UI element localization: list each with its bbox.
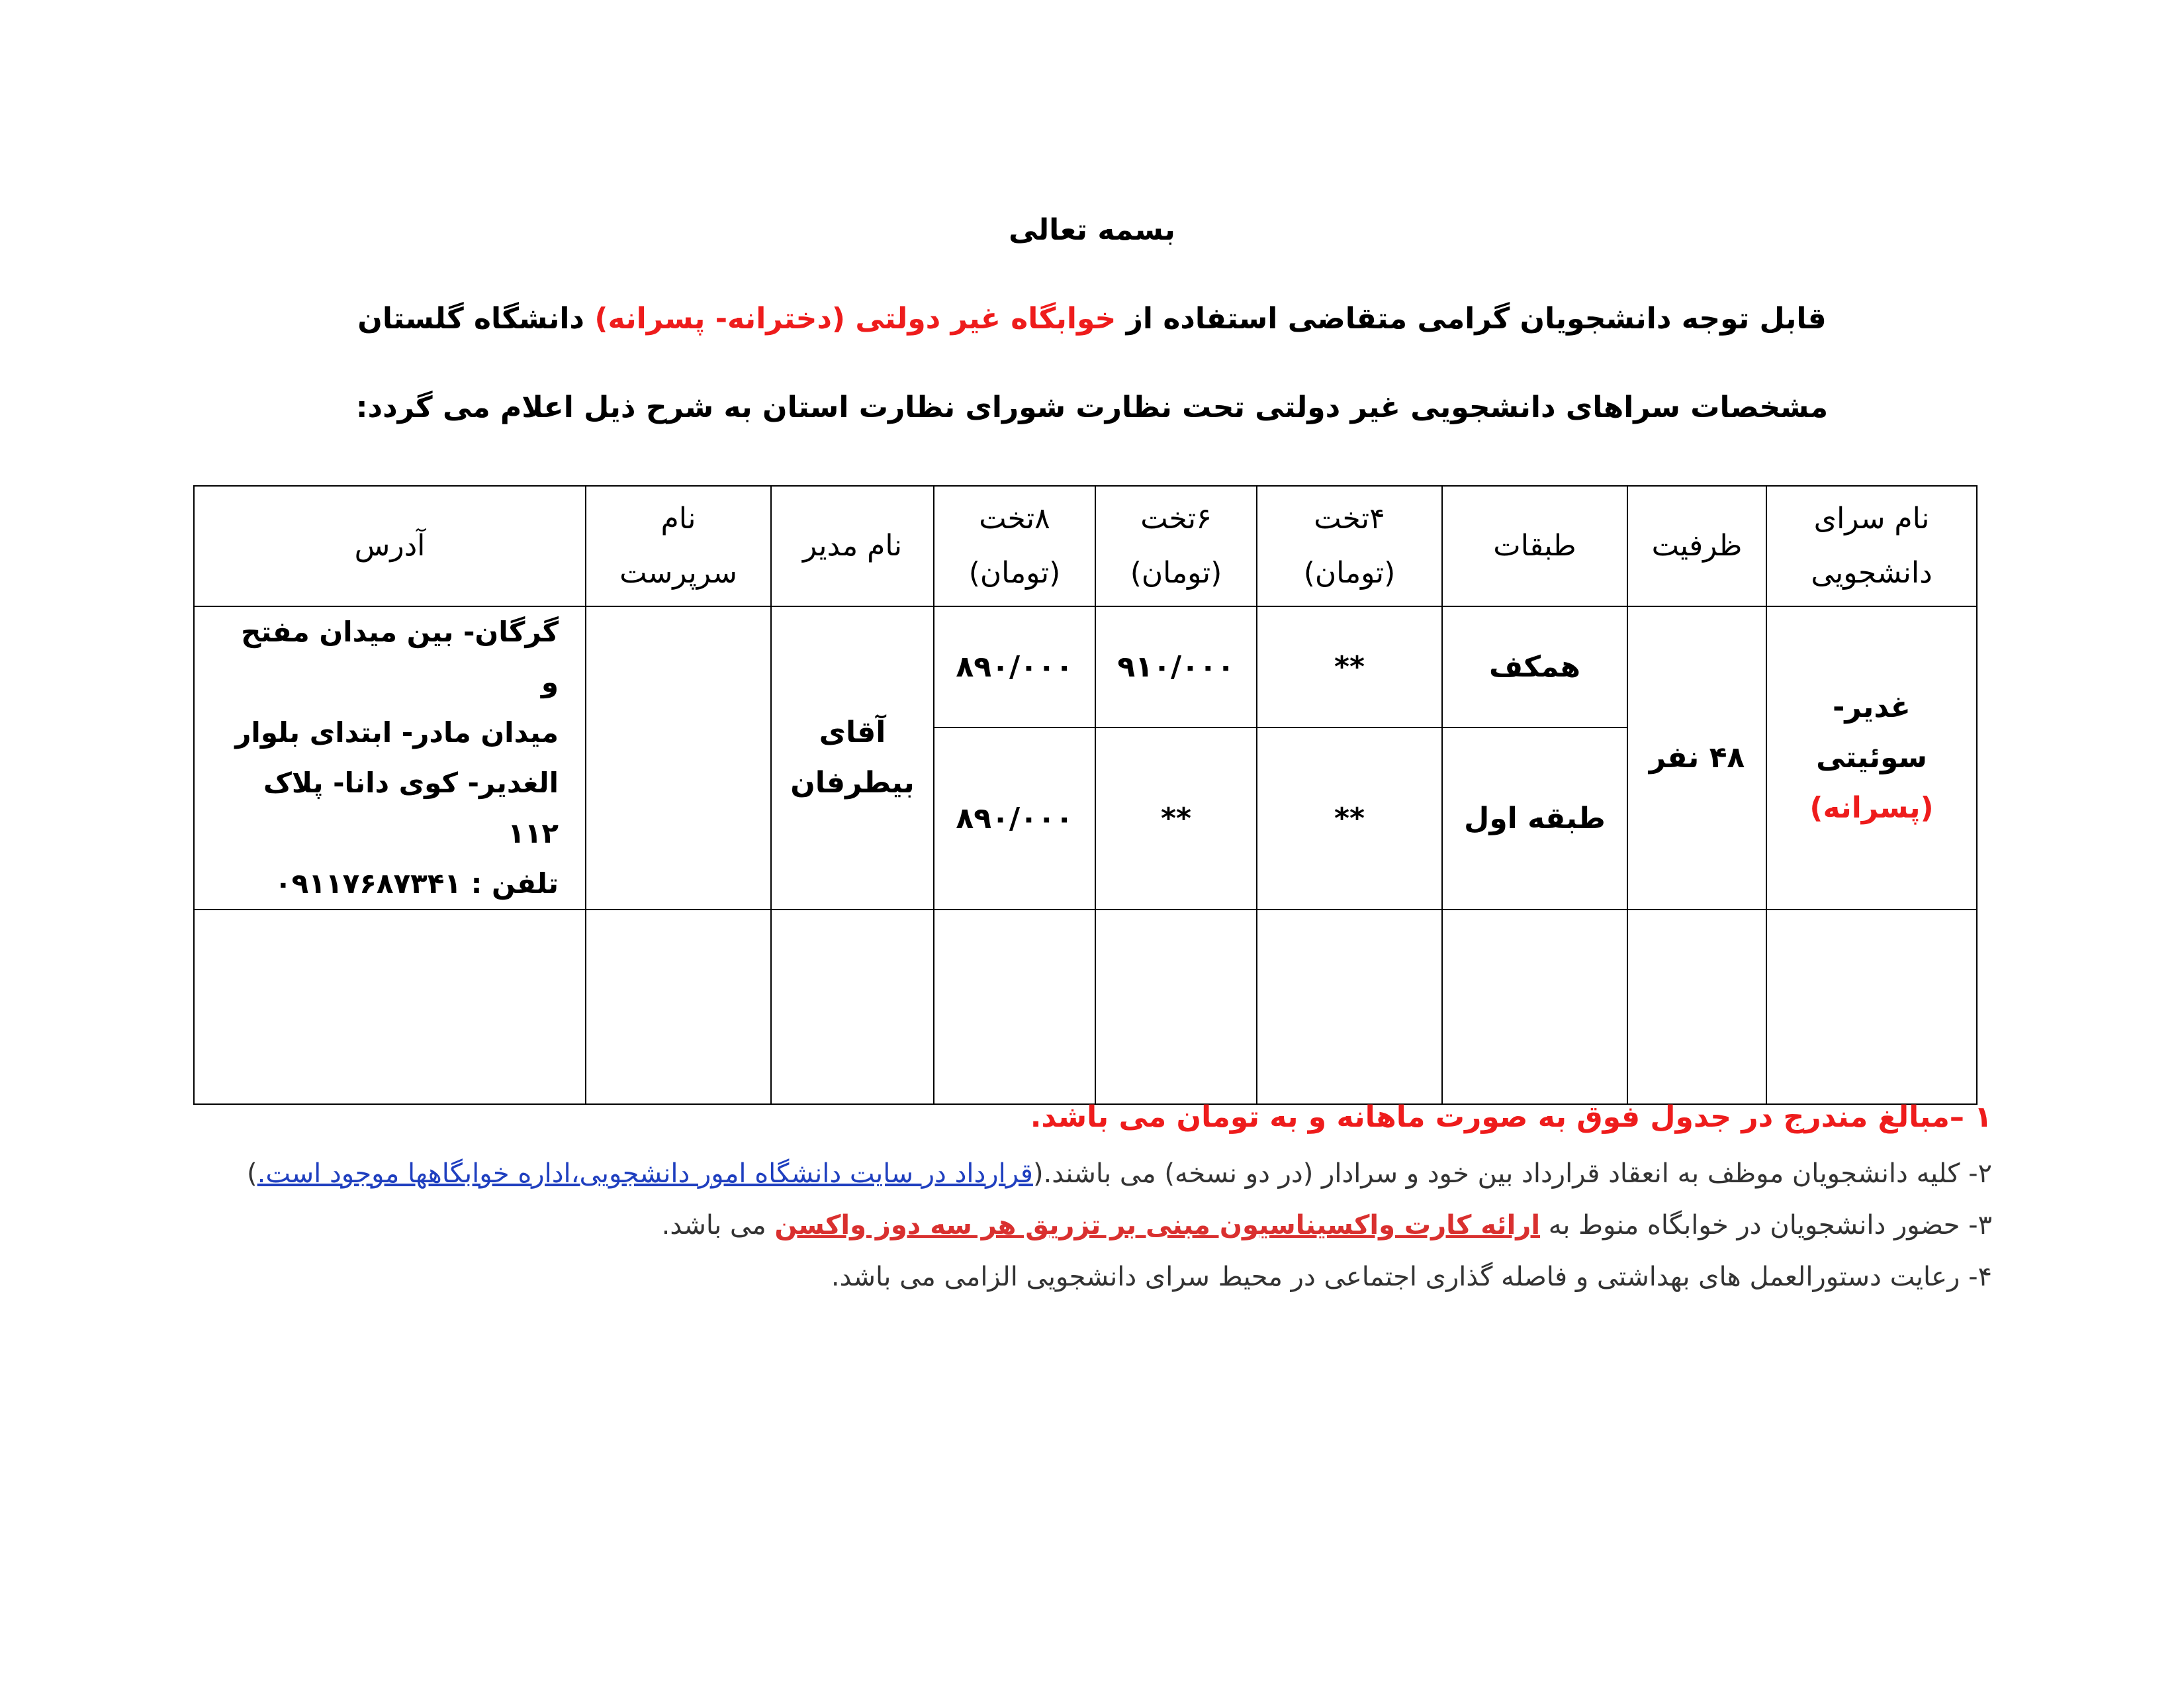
note-2-text: ۲- کلیه دانشجویان موظف به انعقاد قرارداد بین خود و سرادار (در دو نسخه) می باشند.( [1032,1158,1992,1189]
note-3-end: می باشد. [661,1210,775,1241]
cell-dorm-name: غدیر- سوئیتی (پسرانه) [1766,606,1977,910]
empty-cell [1095,910,1257,1104]
intro-highlight: خوابگاه غیر دولتی (دخترانه- پسرانه) [594,302,1116,336]
cell-manager: آقای بیطرفان [771,606,934,910]
header-dorm-name: نام سرای دانشجویی [1766,486,1977,606]
cell-supervisor [586,606,771,910]
header-floors: طبقات [1442,486,1627,606]
header-bed8: ۸تخت (تومان) [934,486,1095,606]
header-row [194,486,1977,606]
empty-cell [1627,910,1766,1104]
header-supervisor: نام سرپرست [586,486,771,606]
empty-cell [1257,910,1442,1104]
dorm-table [193,485,1978,1105]
contract-link[interactable]: قرارداد در سایت دانشگاه امور دانشجویی،اداره خوابگاهها موجود است. [257,1158,1033,1189]
cell-floor-first: طبقه اول [1442,727,1627,910]
cell-capacity: ۴۸ نفر [1627,606,1766,910]
cell-bed4-first: ** [1257,727,1442,910]
empty-cell [934,910,1095,1104]
cell-floor-ground: همکف [1442,606,1627,727]
empty-row [194,910,1977,1104]
cell-bed6-first: ** [1095,727,1257,910]
note-2-end: ) [247,1158,257,1189]
header-address: آدرس [194,486,586,606]
note-2 [0,1158,1992,1189]
note-4: ۴- رعایت دستورالعمل های بهداشتی و فاصله گذاری اجتماعی در محیط سرای دانشجویی الزامی می باشد. [831,1262,1992,1292]
empty-cell [1442,910,1627,1104]
subtitle: مشخصات سراهای دانشجویی غیر دولتی تحت نظارت شورای نظارت استان به شرح ذیل اعلام می گردد: [355,391,1829,424]
cell-address: گرگان- بین میدان مفتح و میدان مادر- ابتدای بلوار الغدیر- کوی دانا- پلاک ۱۱۲ تلفن : ۰۹۱۱۷۶۸۷۳۴۱ [194,606,586,910]
intro-part1: قابل توجه دانشجویان گرامی متقاضی استفاده از [1126,302,1827,336]
cell-bed8-ground: ۸۹۰/۰۰۰ [934,606,1095,727]
intro-part2: دانشگاه گلستان [357,302,585,336]
header-bed4: ۴تخت (تومان) [1257,486,1442,606]
note-3 [0,1210,1992,1241]
empty-cell [194,910,586,1104]
table-row [194,606,1977,727]
cell-bed8-first: ۸۹۰/۰۰۰ [934,727,1095,910]
header-bed6: ۶تخت (تومان) [1095,486,1257,606]
page-heading: بسمه تعالی [1009,213,1175,247]
note-3-text: ۳- حضور دانشجویان در خوابگاه منوط به [1540,1210,1992,1241]
empty-cell [586,910,771,1104]
note-3-highlight: ارائه کارت واکسیناسیون مبنی بر تزریق هر سه دوز واکسن [774,1210,1541,1241]
header-manager: نام مدیر [771,486,934,606]
empty-cell [771,910,934,1104]
note-1: ۱ –مبالغ مندرج در جدول فوق به صورت ماهانه و به تومان می باشد. [1030,1100,1992,1134]
header-capacity: ظرفیت [1627,486,1766,606]
intro-line [0,302,2184,336]
empty-cell [1766,910,1977,1104]
cell-bed6-ground: ۹۱۰/۰۰۰ [1095,606,1257,727]
cell-bed4-ground: ** [1257,606,1442,727]
